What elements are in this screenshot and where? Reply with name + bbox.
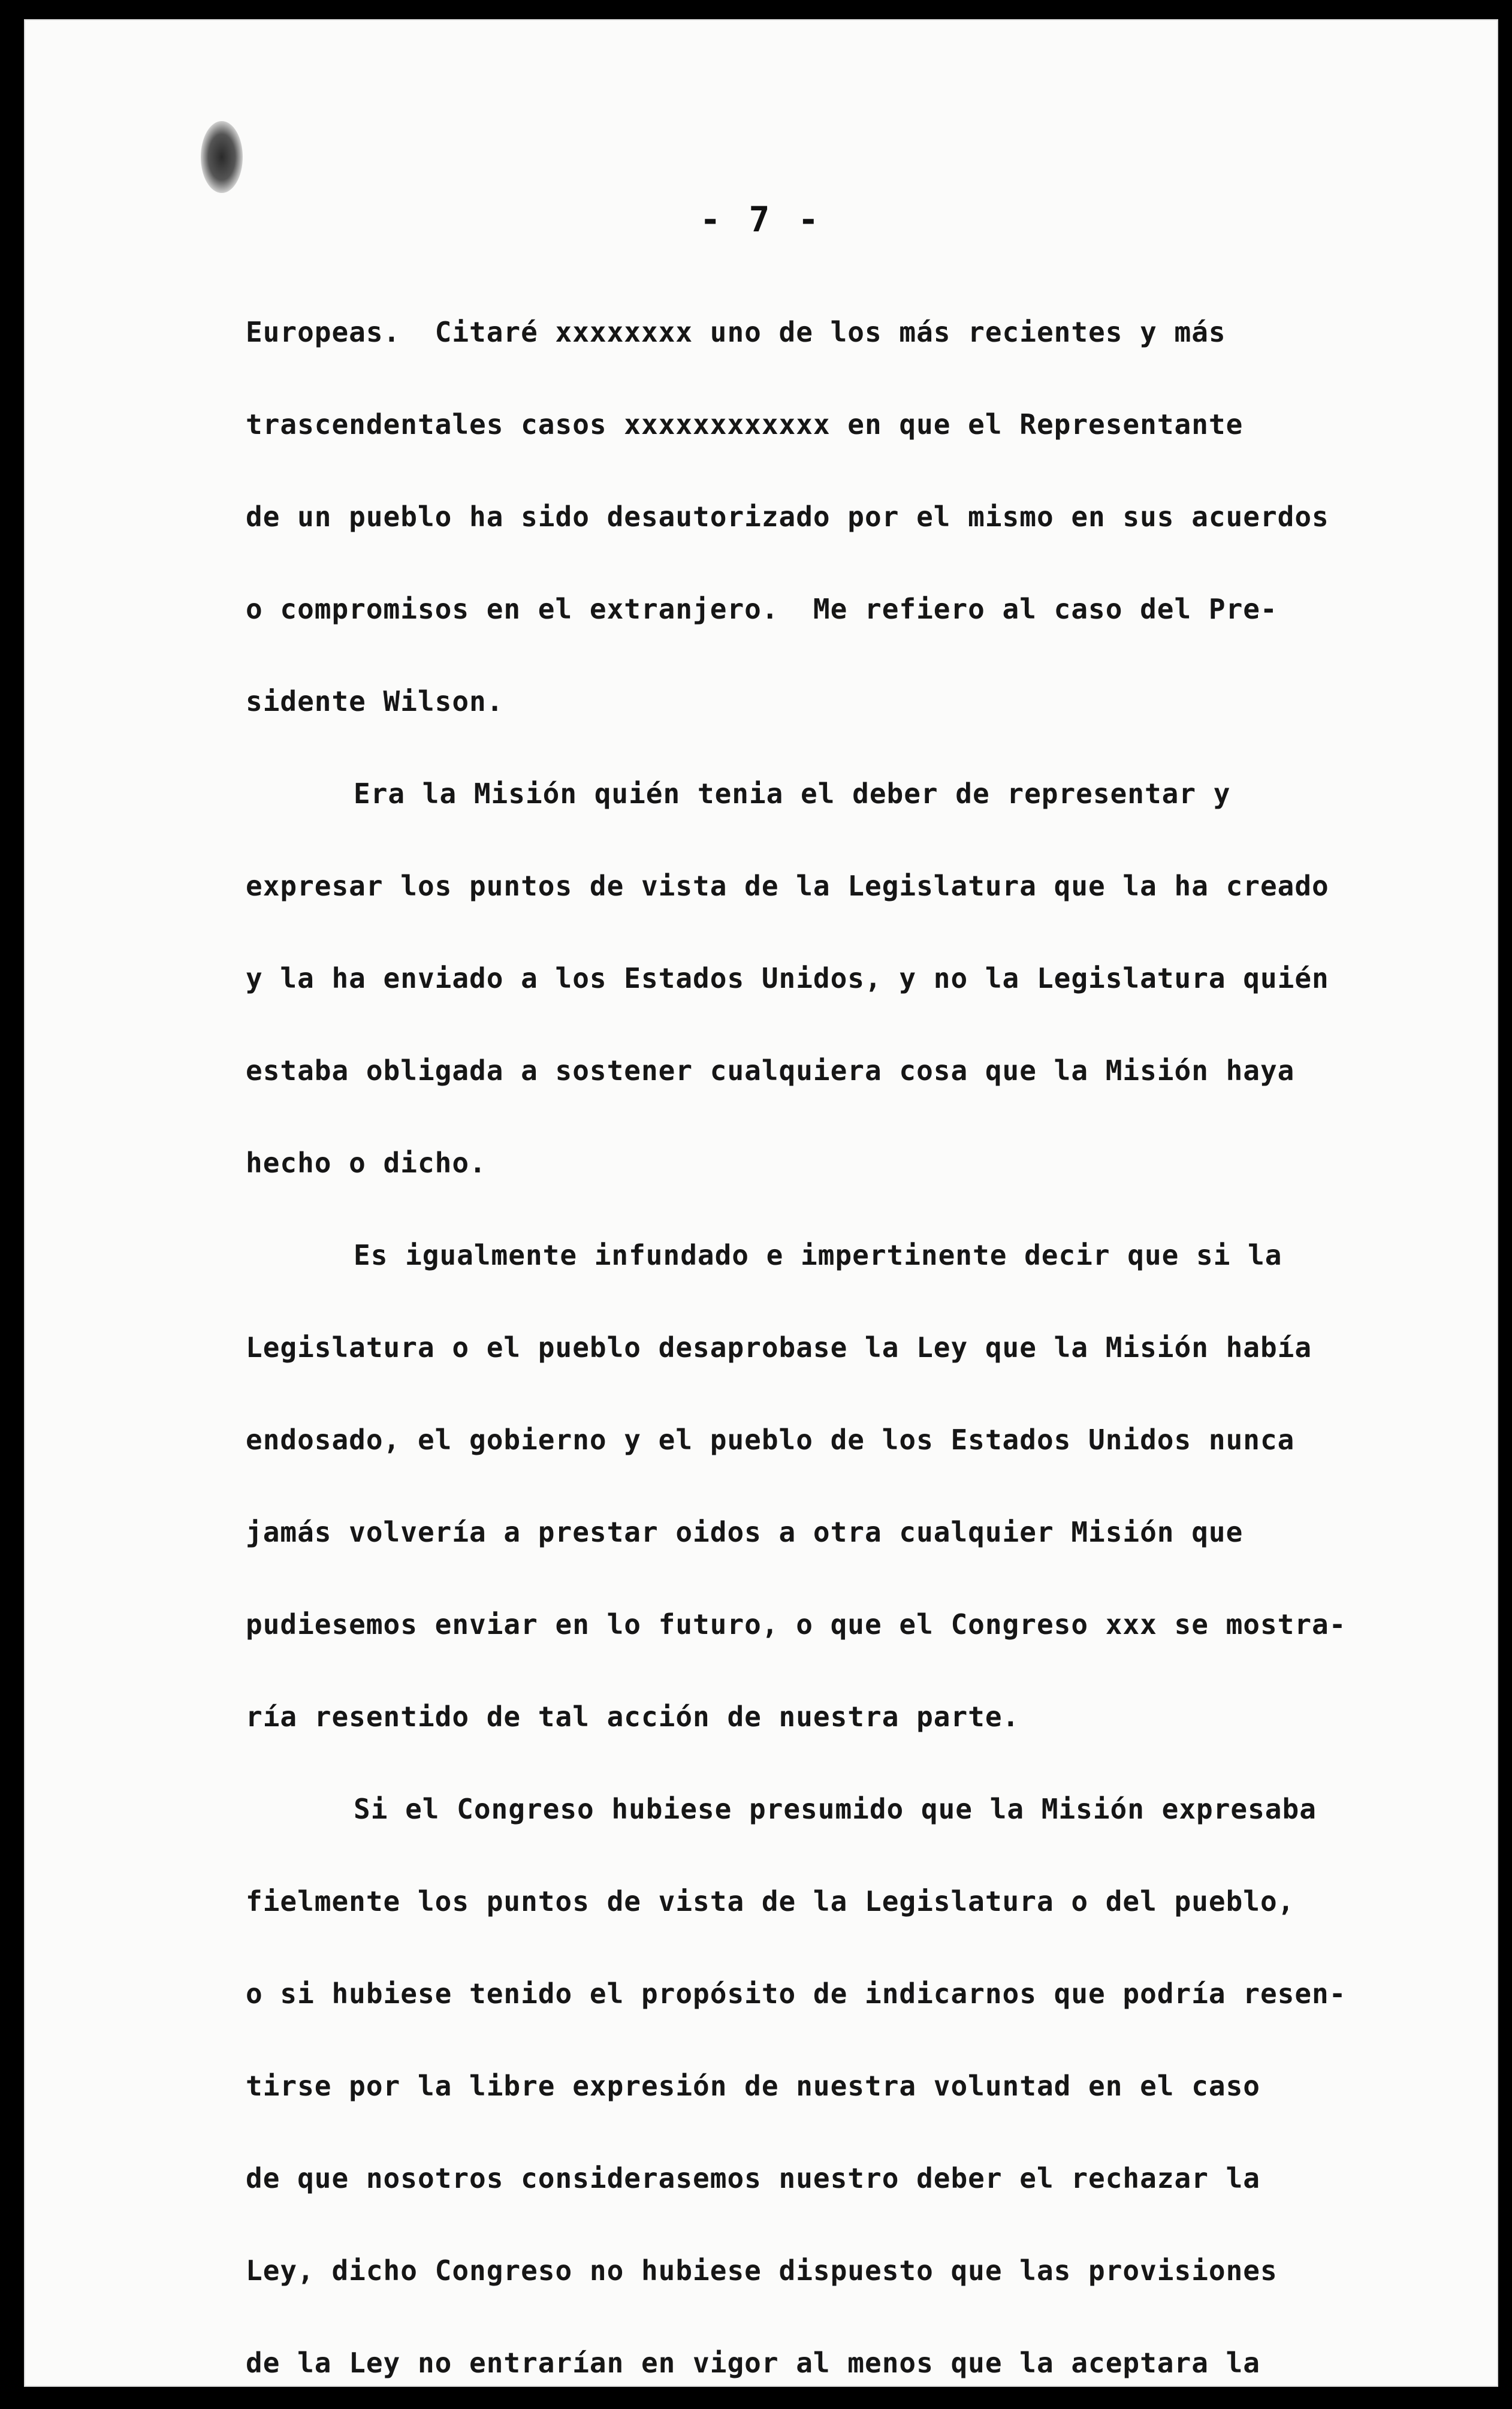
text-line: y la ha enviado a los Estados Unidos, y no la Legislatura quién <box>246 962 1329 994</box>
text-line: endosado, el gobierno y el pueblo de los Estados Unidos nunca <box>246 1424 1295 1456</box>
text-line: o si hubiese tenido el propósito de indicarnos que podría resen- <box>246 1977 1347 2010</box>
text-line: tirse por la libre expresión de nuestra voluntad en el caso <box>246 2070 1260 2102</box>
text-line: de la Ley no entrarían en vigor al menos que la aceptara la <box>246 2347 1260 2379</box>
text-line: hecho o dicho. <box>246 1147 487 1179</box>
text-line: de que nosotros considerasemos nuestro deber el rechazar la <box>246 2162 1260 2194</box>
page-number: - 7 - <box>699 199 823 240</box>
text-line: Ley, dicho Congreso no hubiese dispuesto que las provisiones <box>246 2254 1278 2287</box>
text-line: Legislatura o el pueblo desaprobase la Ley que la Misión había <box>246 1331 1312 1364</box>
text-line: sidente Wilson. <box>246 685 504 717</box>
text-line: ría resentido de tal acción de nuestra parte. <box>246 1701 1020 1733</box>
text-line: estaba obligada a sostener cualquiera cosa que la Misión haya <box>246 1054 1295 1087</box>
paragraph-start-line: Es igualmente infundado e impertinente decir que si la <box>354 1239 1282 1271</box>
paragraph-start-line: Era la Misión quién tenia el deber de representar y <box>354 777 1231 810</box>
document-page <box>24 19 1498 2387</box>
body-text <box>246 286 1444 2409</box>
ink-blot <box>201 121 243 193</box>
paragraph-start-line: Si el Congreso hubiese presumido que la Misión expresaba <box>354 1793 1317 1825</box>
text-line: fielmente los puntos de vista de la Legislatura o del pueblo, <box>246 1885 1295 1917</box>
text-line: de un pueblo ha sido desautorizado por el mismo en sus acuerdos <box>246 501 1329 533</box>
text-line: expresar los puntos de vista de la Legislatura que la ha creado <box>246 870 1329 902</box>
text-line: jamás volvería a prestar oidos a otra cualquier Misión que <box>246 1516 1244 1548</box>
text-line: pudiesemos enviar en lo futuro, o que el Congreso xxx se mostra- <box>246 1608 1347 1641</box>
text-line: o compromisos en el extranjero. Me refiero al caso del Pre- <box>246 593 1278 625</box>
text-line: trascendentales casos xxxxxxxxxxxx en que el Representante <box>246 408 1244 441</box>
text-line: Europeas. Citaré xxxxxxxx uno de los más recientes y más <box>246 316 1226 348</box>
